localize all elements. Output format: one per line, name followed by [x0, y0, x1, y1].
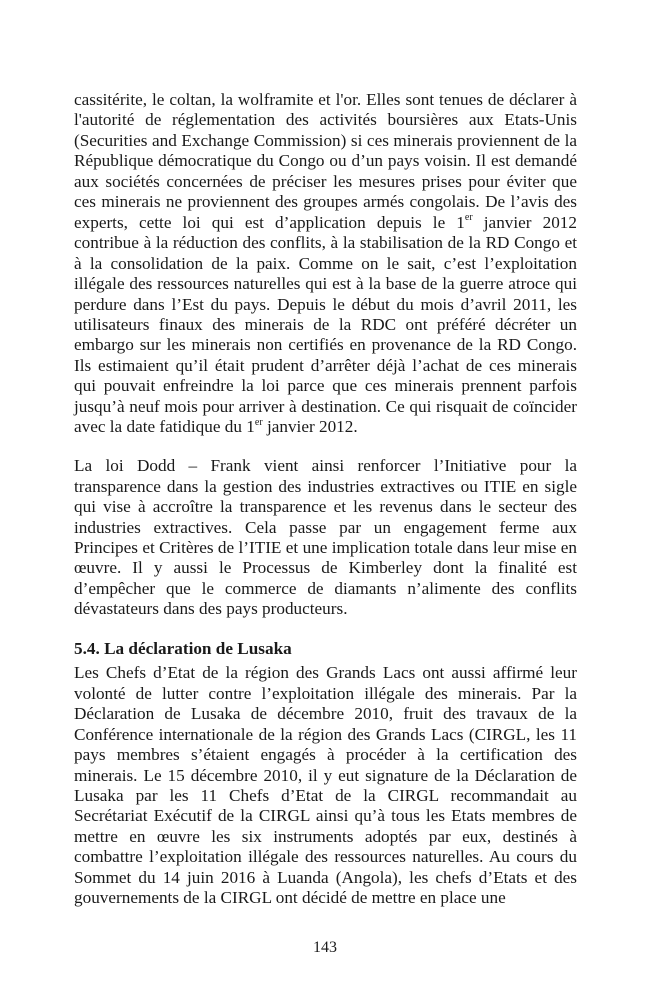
paragraph-text: janvier 2012.	[262, 417, 358, 437]
page-number: 143	[313, 939, 337, 956]
paragraph-lusaka-declaration: Les Chefs d’Etat de la région des Grands Lacs ont aussi affirmé leur volonté de lutter contre l’exploitation illégale des minerais. Par la Déclaration de Lusaka de décembre 2010, fruit des travaux de la Conférence internationale de la région des Grands Lacs (CIRGL, les 11 pays membres s’étaient engagés à procéder à la certification des minerais. Le 15 décembre 2010, il y eut signature de la Déclaration de Lusaka par les 11 Chefs d’Etat de la CIRGL recommandait au Secrétariat Exécutif de la CIRGL ainsi qu’à tous les Etats membres de mettre en œuvre les six instruments adoptés par eux, destinés à combattre l’exploitation illégale des ressources naturelles. Au cours du Sommet du 14 juin 2016 à Luanda (Angola), les chefs d’Etats et des gouvernements de la CIRGL ont décidé de mettre en place une	[74, 663, 577, 908]
ordinal-superscript: er	[464, 211, 473, 223]
paragraph-text: janvier 2012 contribue à la réduction des conflits, à la stabilisation de la RD Congo et à la consolidation de la paix. Comme on le sait, c’est l’exploitation illégale des ressources naturelles qui est à la base de la guerre atroce qui perdure dans l’Est du pays. Depuis le début du mois d’avril 2011, les utilisateurs finaux des minerais de la RDC ont préféré décréter un embargo sur les minerais non certifiés en provenance de la RD Congo. Ils estimaient qu’il était prudent d’arrêter déjà l’achat de ces minerais qui pouvait enfreindre la loi parce que ces minerais prennent parfois jusqu’à neuf mois pour arriver à destination. Ce qui risquait de coïncider avec la date fatidique du 1	[74, 212, 577, 437]
paragraph-text: cassitérite, le coltan, la wolframite et l'or. Elles sont tenues de déclarer à l'autorité de réglementation des activités boursières aux Etats-Unis (Securities and Exchange Commission) si ces minerais proviennent de la République démocratique du Congo ou d’un pays voisin. Il est demandé aux sociétés concernées de préciser les mesures prises pour éviter que ces minerais ne proviennent des groupes armés congolais. De l’avis des experts, cette loi qui est d’application depuis le 1	[74, 90, 577, 232]
ordinal-superscript: er	[254, 416, 263, 428]
page-body	[74, 90, 577, 909]
paragraph-itie-kimberley: La loi Dodd – Frank vient ainsi renforcer l’Initiative pour la transparence dans la gestion des industries extractives ou ITIE en sigle qui vise à accroître la transparence et les revenus dans le secteur des industries extractives. Cela passe par un engagement ferme aux Principes et Critères de l’ITIE et une implication totale dans leur mise en œuvre. Il y aussi le Processus de Kimberley dont la finalité est d’empêcher que le commerce de diamants n’alimente des conflits dévastateurs dans des pays producteurs.	[74, 456, 577, 619]
section-heading: 5.4. La déclaration de Lusaka	[74, 638, 292, 658]
paragraph-dodd-frank-obligations	[74, 90, 577, 438]
